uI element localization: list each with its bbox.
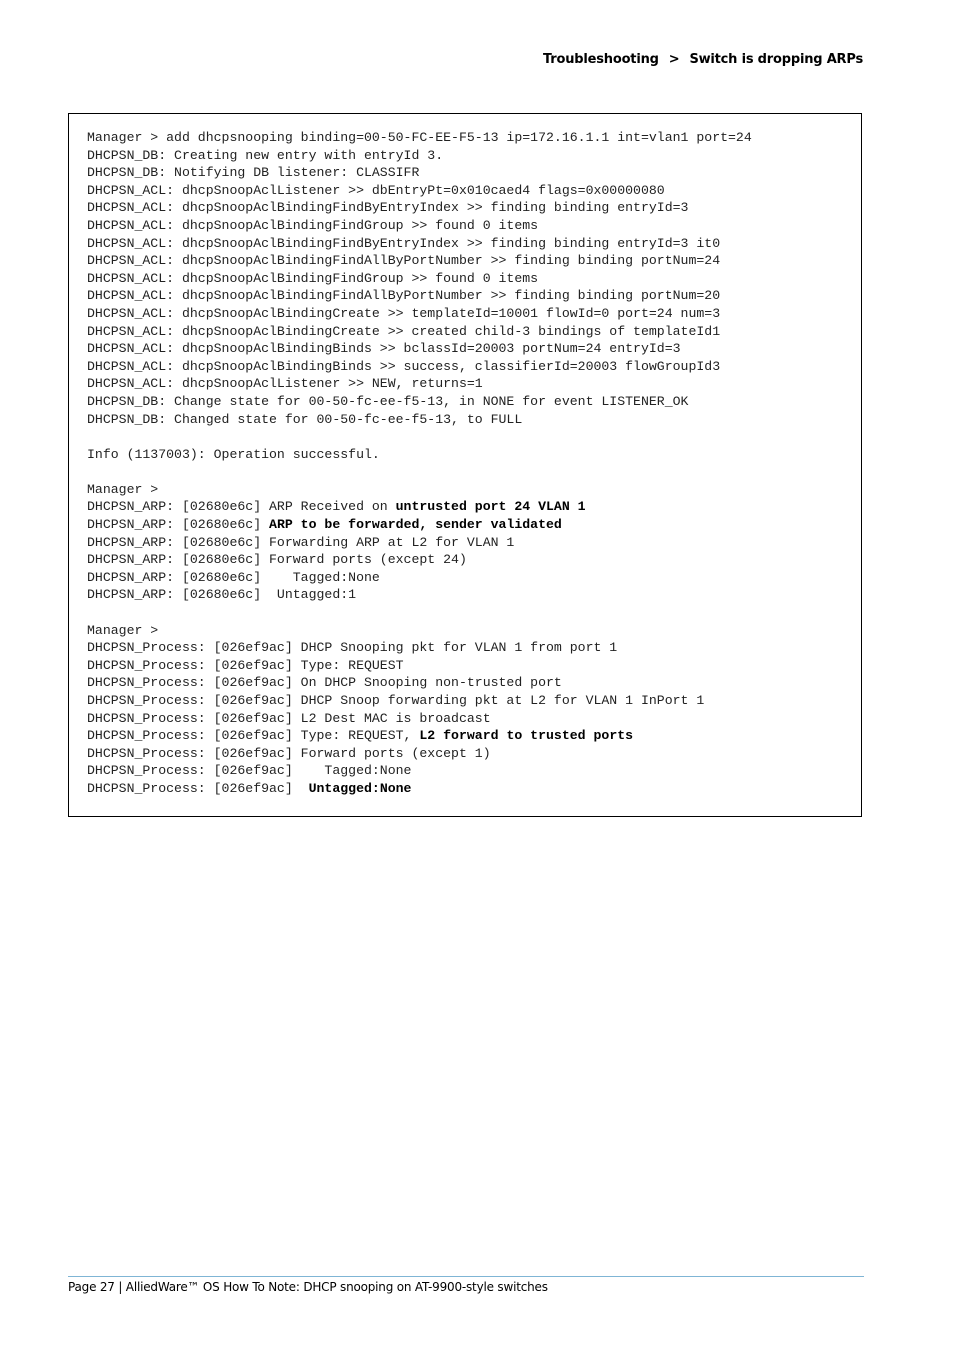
code-text: DHCPSN_ACL: dhcpSnoopAclBindingFindByEntryIndex >> finding binding entryId=3 [87, 200, 689, 216]
code-line [87, 393, 752, 411]
footer-rule [68, 1276, 864, 1277]
code-line [87, 780, 752, 798]
code-text: DHCPSN_ACL: dhcpSnoopAclBindingBinds >> bclassId=20003 portNum=24 entryId=3 [87, 341, 681, 357]
code-line [87, 657, 752, 675]
code-text: DHCPSN_ACL: dhcpSnoopAclBindingCreate >> templateId=10001 flowId=0 port=24 num=3 [87, 305, 721, 321]
code-text: DHCPSN_ARP: [02680e6c] Tagged:None [87, 569, 380, 585]
code-text: DHCPSN_Process: [026ef9ac] DHCP Snoop forwarding pkt at L2 for VLAN 1 InPort 1 [87, 693, 705, 708]
code-line [87, 199, 752, 217]
code-line [87, 358, 752, 376]
code-line [87, 270, 752, 288]
code-line [87, 446, 752, 464]
code-line [87, 745, 752, 763]
code-blank-line [87, 604, 752, 622]
code-line [87, 727, 752, 745]
code-line [87, 217, 752, 235]
code-text: DHCPSN_DB: Changed state for 00-50-fc-ee-f5-13, to FULL [87, 411, 523, 427]
code-line [87, 498, 752, 516]
code-line [87, 287, 752, 305]
code-line [87, 305, 752, 323]
code-highlight: L2 forward to trusted ports [419, 728, 634, 744]
code-text: DHCPSN_ACL: dhcpSnoopAclListener >> NEW, returns=1 [87, 376, 483, 392]
code-listing-box [68, 113, 862, 817]
page-footer: Page 27 | AlliedWare™ OS How To Note: DHCP snooping on AT-9900-style switches [68, 1280, 548, 1294]
code-line [87, 639, 752, 657]
running-header [543, 52, 863, 67]
code-line [87, 692, 752, 710]
code-blank-line [87, 463, 752, 481]
code-line [87, 129, 752, 147]
code-line [87, 481, 752, 499]
code-text: DHCPSN_ARP: [02680e6c] Untagged:1 [87, 587, 357, 603]
code-text: Manager > [87, 481, 159, 497]
code-listing [87, 129, 752, 798]
code-line [87, 235, 752, 253]
header-section: Troubleshooting [543, 52, 659, 67]
code-line [87, 340, 752, 358]
code-text: DHCPSN_ACL: dhcpSnoopAclBindingCreate >> created child-3 bindings of templateId1 [87, 323, 721, 339]
code-line [87, 674, 752, 692]
code-text: DHCPSN_ACL: dhcpSnoopAclBindingBinds >> success, classifierId=20003 flowGroupId3 [87, 358, 721, 374]
code-line [87, 622, 752, 640]
code-text: DHCPSN_DB: Change state for 00-50-fc-ee-f5-13, in NONE for event LISTENER_OK [87, 393, 689, 409]
code-line [87, 164, 752, 182]
code-line [87, 375, 752, 393]
code-highlight: ARP to be forwarded, sender validated [269, 517, 562, 533]
code-text: DHCPSN_Process: [026ef9ac] L2 Dest MAC is broadcast [87, 710, 491, 726]
code-text: DHCPSN_ACL: dhcpSnoopAclListener >> dbEntryPt=0x010caed4 flags=0x00000080 [87, 182, 665, 198]
code-text: DHCPSN_ACL: dhcpSnoopAclBindingFindGroup >> found 0 items [87, 270, 539, 286]
code-text: DHCPSN_ACL: dhcpSnoopAclBindingFindByEntryIndex >> finding binding entryId=3 it0 [87, 235, 721, 251]
code-highlight: Untagged:None [308, 780, 412, 796]
code-line [87, 252, 752, 270]
code-line [87, 516, 752, 534]
code-text: DHCPSN_Process: [026ef9ac] Forward ports (except 1) [87, 745, 491, 761]
code-text: DHCPSN_ACL: dhcpSnoopAclBindingFindAllByPortNumber >> finding binding portNum=24 [87, 253, 721, 269]
code-line [87, 323, 752, 341]
code-text: DHCPSN_ARP: [02680e6c] Forward ports (except 24) [87, 552, 467, 568]
code-text: Info (1137003): Operation successful. [87, 446, 380, 462]
code-line [87, 182, 752, 200]
code-line [87, 762, 752, 780]
code-line [87, 147, 752, 165]
code-blank-line [87, 428, 752, 446]
code-text: DHCPSN_DB: Notifying DB listener: CLASSIFR [87, 165, 420, 181]
code-text: DHCPSN_ACL: dhcpSnoopAclBindingFindGroup >> found 0 items [87, 217, 539, 233]
code-line [87, 569, 752, 587]
code-text: DHCPSN_Process: [026ef9ac] On DHCP Snooping non-trusted port [87, 675, 562, 691]
code-text: DHCPSN_ARP: [02680e6c] Forwarding ARP at L2 for VLAN 1 [87, 534, 515, 550]
code-text: DHCPSN_Process: [026ef9ac] DHCP Snooping pkt for VLAN 1 from port 1 [87, 640, 618, 656]
header-topic: Switch is dropping ARPs [689, 52, 863, 67]
code-text: DHCPSN_Process: [026ef9ac] Type: REQUEST, [87, 728, 420, 744]
code-text: DHCPSN_DB: Creating new entry with entryId 3. [87, 147, 444, 163]
code-text: Manager > add dhcpsnooping binding=00-50-FC-EE-F5-13 ip=172.16.1.1 int=vlan1 port=24 [87, 130, 752, 145]
code-line [87, 411, 752, 429]
code-text: Manager > [87, 622, 159, 638]
code-line [87, 710, 752, 728]
code-text: DHCPSN_ACL: dhcpSnoopAclBindingFindAllByPortNumber >> finding binding portNum=20 [87, 288, 721, 304]
code-text: DHCPSN_ARP: [02680e6c] ARP Received on [87, 499, 396, 515]
code-text: DHCPSN_ARP: [02680e6c] [87, 517, 270, 533]
code-highlight: untrusted port 24 VLAN 1 [395, 499, 586, 515]
code-line [87, 586, 752, 604]
code-line [87, 534, 752, 552]
code-text: DHCPSN_Process: [026ef9ac] Tagged:None [87, 763, 412, 779]
code-text: DHCPSN_Process: [026ef9ac] [87, 780, 309, 796]
header-separator: > [668, 52, 680, 67]
code-line [87, 551, 752, 569]
code-text: DHCPSN_Process: [026ef9ac] Type: REQUEST [87, 657, 404, 673]
